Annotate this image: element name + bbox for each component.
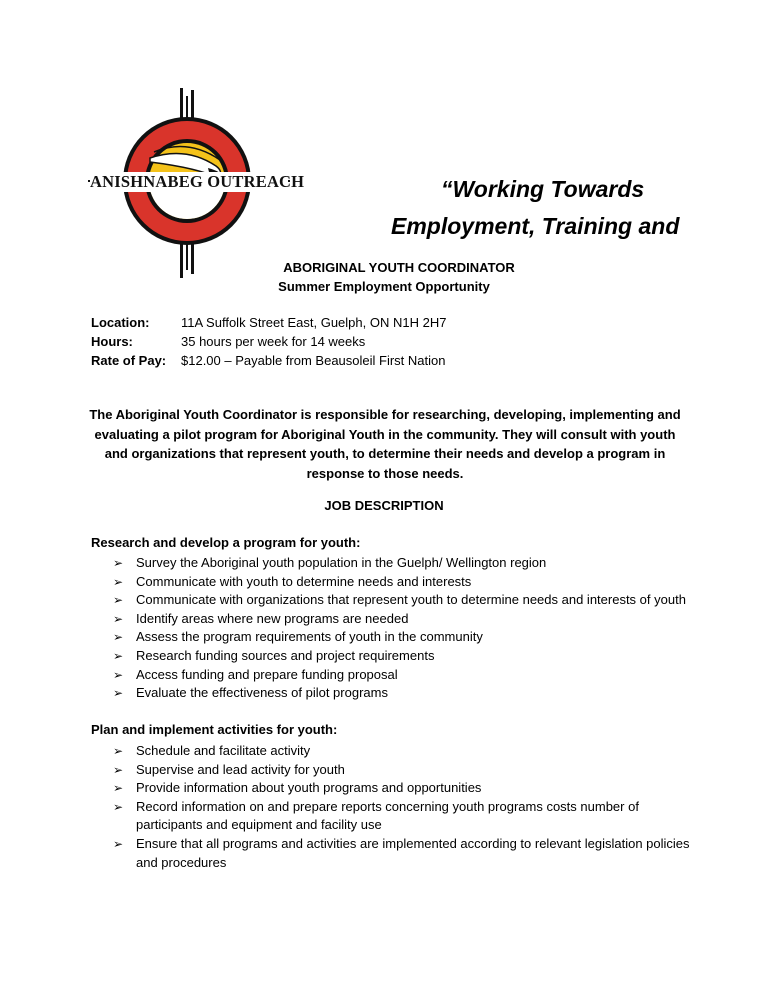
arrow-bullet-icon: ➢ [113,667,124,682]
job-subtitle [0,279,768,294]
list-item [113,742,693,761]
list-item [113,835,693,872]
section-heading-research: Research and develop a program for youth: [91,535,361,550]
section-heading-plan: Plan and implement activities for youth: [91,722,338,737]
slogan-line-2: Employment, Training and [391,213,680,239]
job-subtitle-text: Summer Employment Opportunity [278,279,490,294]
arrow-bullet-icon: ➢ [113,799,124,814]
arrow-bullet-icon: ➢ [113,686,124,701]
arrow-bullet-icon: ➢ [113,781,124,796]
list-item-text: Supervise and lead activity for youth [136,761,345,777]
list-item-text: Identify areas where new programs are needed [136,610,409,626]
list-item-text: Assess the program requirements of youth in the community [136,629,483,645]
list-item-text: Provide information about youth programs and opportunities [136,780,482,796]
list-item [113,554,693,573]
job-title: ABORIGINAL YOUTH COORDINATOR [283,260,515,275]
slogan-line-1: “Working Towards [441,176,645,202]
list-item [113,798,693,835]
job-description-heading [0,498,768,513]
arrow-bullet-icon: ➢ [113,744,124,758]
detail-value: $12.00 – Payable from Beausoleil First Nation [181,353,446,368]
list-item-text: Communicate with organizations that represent youth to determine needs and interests of youth [136,592,686,608]
arrow-bullet-icon: ➢ [113,630,124,645]
list-item [113,573,693,592]
detail-label: Rate of Pay: [91,353,167,368]
anishnabeg-outreach-logo [88,88,305,278]
arrow-bullet-icon: ➢ [113,574,124,589]
arrow-bullet-icon: ➢ [113,762,124,777]
list-item-text: Ensure that all programs and activities are implemented according to relevant legislation policies and procedures [136,835,690,870]
arrow-bullet-icon: ➢ [113,593,124,608]
list-item [113,666,693,685]
list-item [113,761,693,780]
arrow-bullet-icon: ➢ [113,556,124,570]
detail-value: 11A Suffolk Street East, Guelph, ON N1H 2H7 [181,315,447,330]
detail-rate-of-pay [91,351,446,370]
logo-wordmark: ANISHNABEG OUTREACH [90,172,305,191]
list-item [113,591,693,610]
detail-label: Location: [91,315,150,330]
list-item-text: Evaluate the effectiveness of pilot programs [136,685,388,701]
list-item [113,647,693,666]
list-item [113,684,693,703]
list-item [113,779,693,798]
arrow-bullet-icon: ➢ [113,836,124,851]
detail-label: Hours: [91,334,133,349]
job-details [91,313,446,370]
list-item-text: Survey the Aboriginal youth population in the Guelph/ Wellington region [136,555,547,570]
job-description-heading-text: JOB DESCRIPTION [324,498,444,513]
activity-duties-list [113,742,693,872]
list-item [113,610,693,629]
detail-value: 35 hours per week for 14 weeks [181,334,366,349]
list-item-text: Record information on and prepare reports concerning youth programs costs number of participants and equipment and facility use [136,798,639,833]
role-summary: The Aboriginal Youth Coordinator is responsible for researching, developing, implementing and evaluating a pilot program for Aboriginal Youth in the community. They will consult with youth and organizations that represent youth, to determine their needs and develop a program in response to those needs. [89,407,681,481]
arrow-bullet-icon: ➢ [113,648,124,663]
detail-hours [91,332,446,351]
detail-location [91,313,446,332]
list-item-text: Schedule and facilitate activity [136,743,311,758]
research-duties-list [113,554,693,703]
list-item-text: Access funding and prepare funding proposal [136,666,398,682]
list-item [113,628,693,647]
arrow-bullet-icon: ➢ [113,611,124,626]
list-item-text: Communicate with youth to determine needs and interests [136,573,472,589]
list-item-text: Research funding sources and project requirements [136,647,435,663]
